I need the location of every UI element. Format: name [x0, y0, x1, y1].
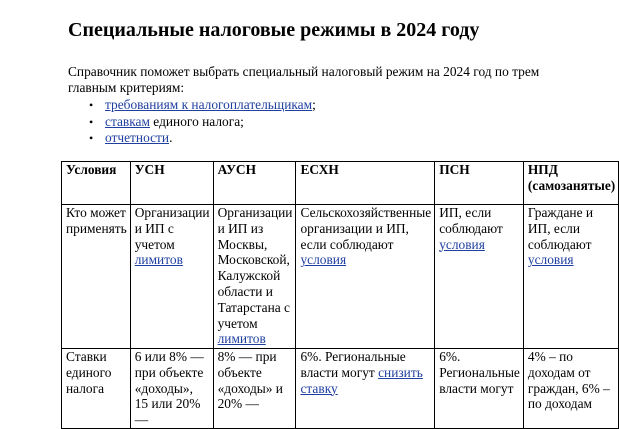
cell-npd [523, 205, 618, 349]
reporting-link[interactable]: отчетности [105, 130, 170, 146]
cell-text: 6%. Региональные власти могут [300, 349, 406, 380]
cell-ausn [213, 349, 296, 429]
cell-text: Граждане и ИП, если соблюдают [527, 205, 594, 252]
list-item [68, 114, 316, 131]
cell-text: Сельскохозяйственные организации и ИП, если соблюдают [300, 205, 432, 252]
cell-text: Организации и ИП с учетом [134, 205, 210, 252]
criteria-list [68, 97, 316, 147]
cell-eskhn [296, 205, 435, 349]
header-npd: НПД (самозанятые) [523, 162, 618, 205]
cell-psn [435, 205, 524, 349]
requirements-link[interactable]: требованиям к налогоплательщикам [105, 97, 313, 112]
cell-usn [130, 349, 213, 429]
conditions-link[interactable]: условия [439, 236, 485, 252]
tax-regimes-table [61, 161, 619, 429]
limits-link[interactable]: лимитов [134, 252, 183, 268]
header-ausn: АУСН [213, 162, 296, 205]
cell-text: 4% – по доходам от граждан, 6% – по доходам [527, 349, 610, 412]
cell-text: ИП, если соблюдают [439, 205, 503, 236]
conditions-link[interactable]: условия [300, 252, 347, 268]
lower-rate-link[interactable]: снизить ставку [300, 364, 423, 396]
table-row [62, 349, 619, 429]
cell-ausn [213, 205, 296, 349]
list-item-suffix: . [169, 130, 173, 146]
list-item-suffix: единого налога; [149, 113, 244, 129]
list-item [68, 97, 316, 114]
table-header-row [62, 162, 619, 205]
bullet-icon: • [89, 114, 94, 129]
list-item-suffix: ; [312, 97, 316, 112]
cell-text: 6%. Региональные власти могут [439, 349, 520, 396]
row-label: Ставки единого налога [62, 349, 131, 429]
list-item [68, 130, 316, 147]
row-label: Кто может применять [62, 205, 131, 349]
cell-psn [435, 349, 524, 429]
rates-link[interactable]: ставкам [105, 113, 150, 129]
header-psn: ПСН [435, 162, 524, 205]
cell-eskhn [296, 349, 435, 429]
page-title: Специальные налоговые режимы в 2024 году [68, 19, 480, 41]
header-usn: УСН [130, 162, 213, 205]
table-row [62, 205, 619, 349]
bullet-icon: • [89, 131, 94, 146]
cell-text: Организации и ИП из Москвы, Московской, Калужской области и Татарстана с учетом [217, 205, 293, 331]
limits-link[interactable]: лимитов [217, 331, 266, 347]
header-conditions: Условия [62, 162, 131, 205]
bullet-icon: • [89, 98, 94, 112]
conditions-link[interactable]: условия [527, 252, 574, 268]
intro-paragraph: Справочник поможет выбрать специальный налоговый режим на 2024 год по трем главным критериям: [68, 64, 540, 95]
cell-text: 6 или 8% — при объекте «доходы», 15 или 20% — [134, 349, 204, 428]
header-eskhn: ЕСХН [296, 162, 435, 205]
cell-usn [130, 205, 213, 349]
cell-npd [523, 349, 618, 429]
cell-text: 8% — при объекте «доходы» и 20% — [217, 349, 283, 412]
